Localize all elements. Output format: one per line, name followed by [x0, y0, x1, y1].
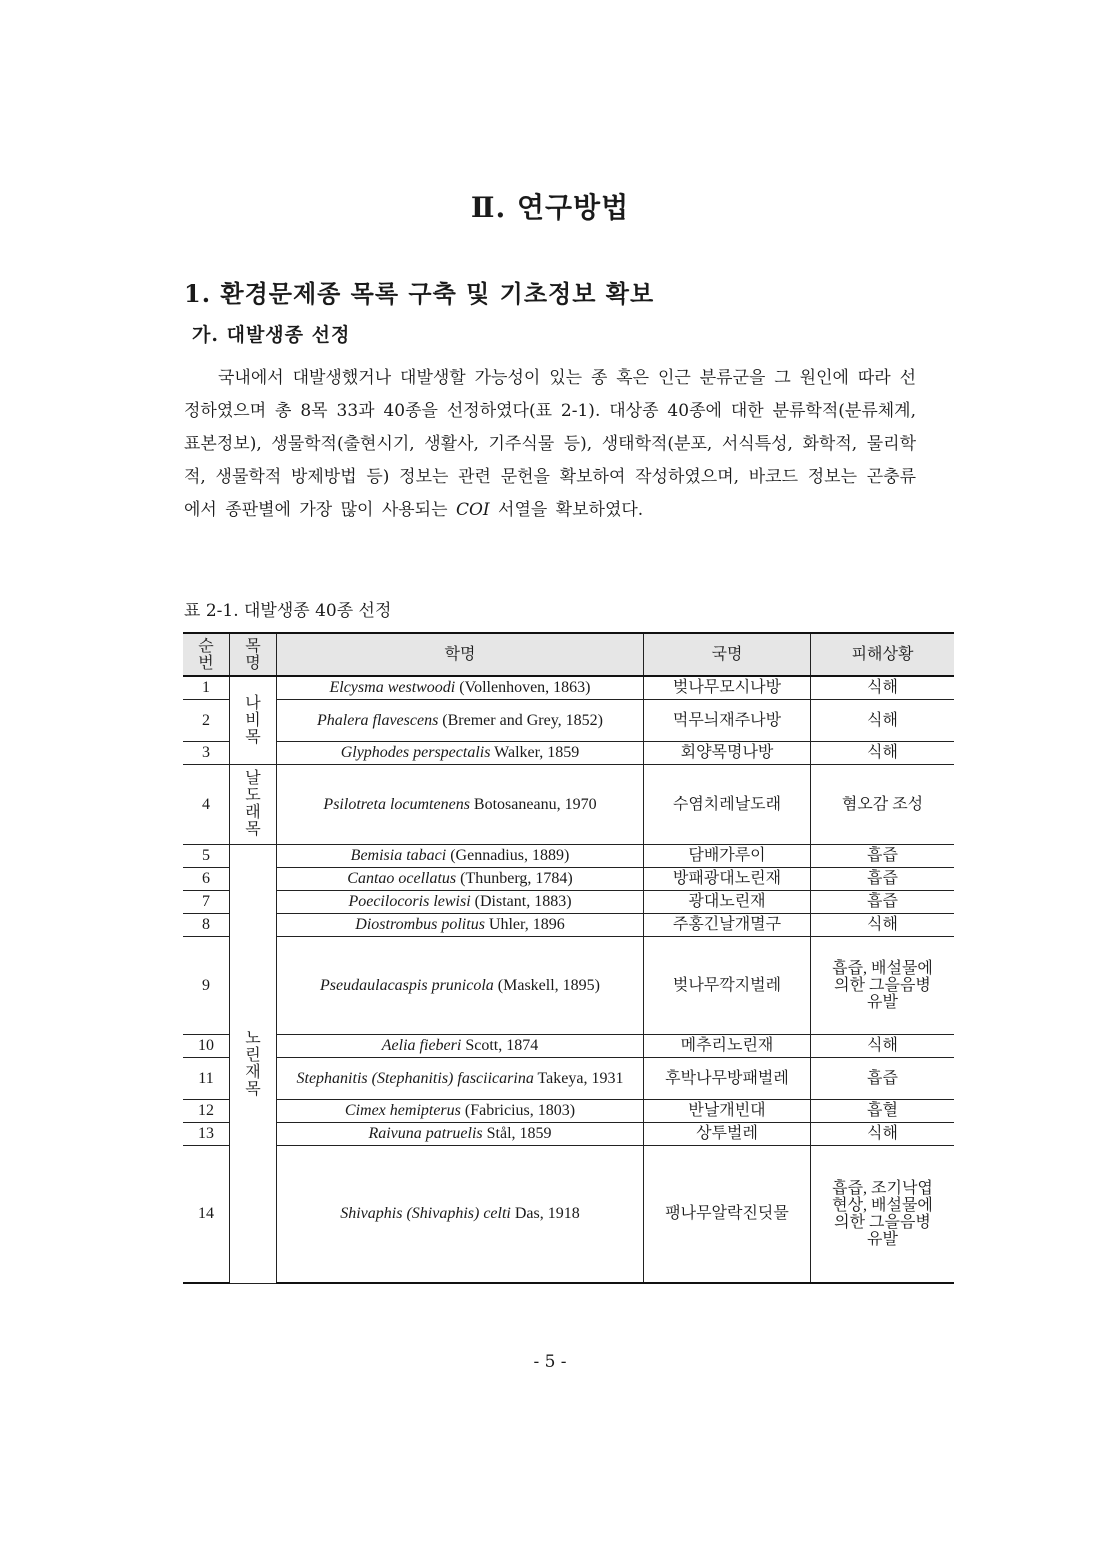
header-order: 목명 — [230, 633, 277, 676]
korean-name: 팽나무알락진딧물 — [644, 1145, 811, 1283]
scientific-name: Raivuna patruelis Stål, 1859 — [277, 1122, 644, 1145]
table-row — [183, 1145, 954, 1283]
damage: 혐오감 조성 — [811, 764, 955, 844]
table-row — [183, 913, 954, 936]
damage: 흡즙, 배설물에 의한 그을음병 유발 — [811, 936, 955, 1034]
row-no: 6 — [183, 867, 230, 890]
table-row — [183, 699, 954, 741]
korean-name: 상투벌레 — [644, 1122, 811, 1145]
damage: 식해 — [811, 1122, 955, 1145]
order-cell: 나비목 — [230, 676, 277, 764]
row-no: 14 — [183, 1145, 230, 1283]
damage: 흡즙 — [811, 867, 955, 890]
damage: 식해 — [811, 741, 955, 764]
korean-name: 후박나무방패벌레 — [644, 1057, 811, 1099]
korean-name: 주홍긴날개멸구 — [644, 913, 811, 936]
scientific-name: Poecilocoris lewisi (Distant, 1883) — [277, 890, 644, 913]
korean-name: 담배가루이 — [644, 844, 811, 867]
row-no: 13 — [183, 1122, 230, 1145]
order-cell: 노린재목 — [230, 844, 277, 1283]
row-no: 9 — [183, 936, 230, 1034]
paragraph-italic-term: COI — [455, 500, 490, 520]
table-row — [183, 764, 954, 844]
scientific-name: Shivaphis (Shivaphis) celti Das, 1918 — [277, 1145, 644, 1283]
damage: 식해 — [811, 676, 955, 699]
scientific-name: Glyphodes perspectalis Walker, 1859 — [277, 741, 644, 764]
korean-name: 반날개빈대 — [644, 1099, 811, 1122]
scientific-name: Elcysma westwoodi (Vollenhoven, 1863) — [277, 676, 644, 699]
row-no: 4 — [183, 764, 230, 844]
header-damage: 피해상황 — [811, 633, 955, 676]
scientific-name: Cantao ocellatus (Thunberg, 1784) — [277, 867, 644, 890]
table-row — [183, 1099, 954, 1122]
order-cell: 날도래목 — [230, 764, 277, 844]
scientific-name: Stephanitis (Stephanitis) fasciicarina Takeya, 1931 — [277, 1057, 644, 1099]
scientific-name: Aelia fieberi Scott, 1874 — [277, 1034, 644, 1057]
scientific-name: Cimex hemipterus (Fabricius, 1803) — [277, 1099, 644, 1122]
korean-name: 먹무늬재주나방 — [644, 699, 811, 741]
table-row — [183, 1057, 954, 1099]
damage: 식해 — [811, 913, 955, 936]
korean-name: 수염치레날도래 — [644, 764, 811, 844]
korean-name: 벚나무모시나방 — [644, 676, 811, 699]
header-no: 순번 — [183, 633, 230, 676]
scientific-name: Pseudaulacaspis prunicola (Maskell, 1895) — [277, 936, 644, 1034]
scientific-name: Bemisia tabaci (Gennadius, 1889) — [277, 844, 644, 867]
table-row — [183, 1034, 954, 1057]
paragraph-text-end: 서열을 확보하였다. — [498, 500, 644, 520]
row-no: 12 — [183, 1099, 230, 1122]
table-row — [183, 890, 954, 913]
row-no: 11 — [183, 1057, 230, 1099]
korean-name: 메추리노린재 — [644, 1034, 811, 1057]
subsection-title: 가. 대발생종 선정 — [192, 324, 351, 346]
table-header-row — [183, 633, 954, 676]
table-row — [183, 741, 954, 764]
species-table — [183, 632, 954, 1284]
row-no: 8 — [183, 913, 230, 936]
korean-name: 방패광대노린재 — [644, 867, 811, 890]
damage: 흡즙, 조기낙엽 현상, 배설물에 의한 그을음병 유발 — [811, 1145, 955, 1283]
section-title: 1. 환경문제종 목록 구축 및 기초정보 확보 — [184, 279, 655, 308]
table-row — [183, 844, 954, 867]
row-no: 7 — [183, 890, 230, 913]
damage: 흡혈 — [811, 1099, 955, 1122]
korean-name: 회양목명나방 — [644, 741, 811, 764]
table-row — [183, 1122, 954, 1145]
damage: 흡즙 — [811, 1057, 955, 1099]
scientific-name: Diostrombus politus Uhler, 1896 — [277, 913, 644, 936]
damage: 흡즙 — [811, 844, 955, 867]
table-row — [183, 936, 954, 1034]
row-no: 2 — [183, 699, 230, 741]
body-paragraph — [184, 362, 916, 527]
damage: 식해 — [811, 1034, 955, 1057]
table-row — [183, 676, 954, 699]
page-number: - 5 - — [533, 1352, 567, 1372]
header-scientific-name: 학명 — [277, 633, 644, 676]
header-korean-name: 국명 — [644, 633, 811, 676]
table-row — [183, 867, 954, 890]
chapter-title: Ⅱ. 연구방법 — [470, 191, 630, 224]
damage: 흡즙 — [811, 890, 955, 913]
row-no: 5 — [183, 844, 230, 867]
row-no: 3 — [183, 741, 230, 764]
korean-name: 광대노린재 — [644, 890, 811, 913]
damage: 식해 — [811, 699, 955, 741]
scientific-name: Psilotreta locumtenens Botosaneanu, 1970 — [277, 764, 644, 844]
table-caption: 표 2-1. 대발생종 40종 선정 — [184, 601, 392, 621]
scientific-name: Phalera flavescens (Bremer and Grey, 1852) — [277, 699, 644, 741]
korean-name: 벚나무깍지벌레 — [644, 936, 811, 1034]
row-no: 1 — [183, 676, 230, 699]
row-no: 10 — [183, 1034, 230, 1057]
paragraph-text: 국내에서 대발생했거나 대발생할 가능성이 있는 종 혹은 인근 분류군을 그 원인에 따라 선정하였으며 총 8목 33과 40종을 선정하였다(표 2-1). 대상종 40종에 대한 분류학적(분류체계, 표본정보), 생물학적(출현시기, 생활사, 기주식물 등), 생태학적(분포, 서식특성, 화학적, 물리학적, 생물학적 방제방법 등) 정보는 관련 문헌을 확보하여 작성하였으며, 바코드 정보는 곤충류에서 종판별에 가장 많이 사용되는 — [184, 368, 916, 520]
